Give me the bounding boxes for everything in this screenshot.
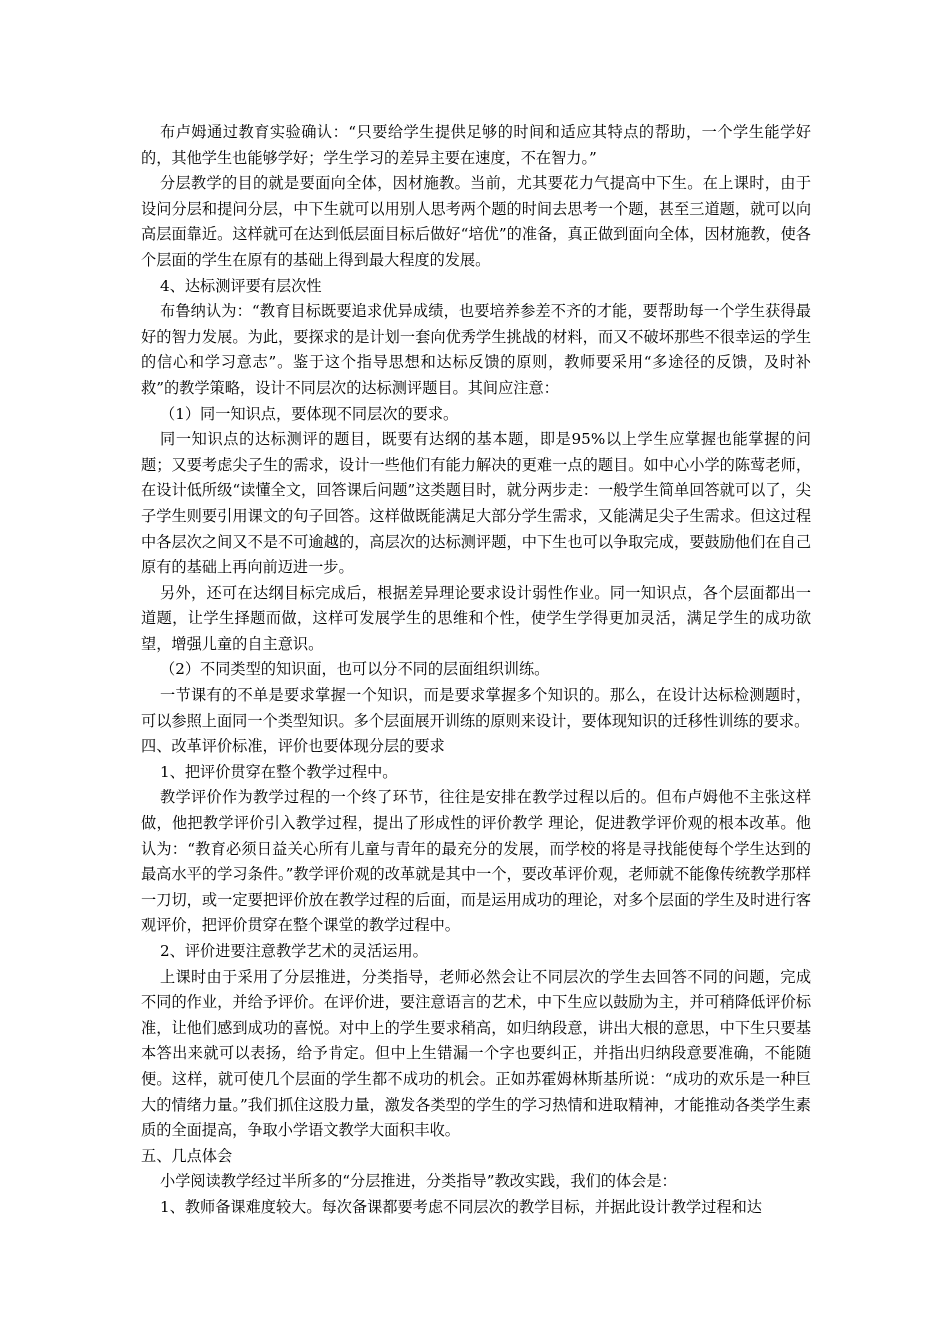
paragraph: 小学阅读教学经过半所多的“分层推进，分类指导”教改实践，我们的体会是： xyxy=(160,1172,677,1191)
paragraph: 教学评价作为教学过程的一个终了环节，往往是安排在教学过程以后的。但布卢姆他不主张这样做，他把教学评价引入教学过程，提出了形成性的评价教学 理论，促进教学评价观的根本改革。他认为：“教育必须日益关心所有儿童与青年的最充分的发展，而学校的将是寻找能使每个学生达到的最高水平的学习条件。”教学评价观的改革就是其中一个，要改革评价观，老师就不能像传统教学那样一刀切，或一定要把评价放在教学过程的后面，而是运用成功的理论，对多个层面的学生及时进行客观评价，把评价贯穿在整个课堂的教学过程中。 xyxy=(141,788,811,935)
paragraph: 另外，还可在达纲目标完成后，根据差异理论要求设计弱性作业。同一知识点，各个层面都出一道题，让学生择题而做，这样可发展学生的思维和个性，使学生学得更加灵活，满足学生的成功欲望，增强儿童的自主意识。 xyxy=(141,583,811,653)
subheading: 4、达标测评要有层次性 xyxy=(160,276,322,295)
subheading: （1）同一知识点，要体现不同层次的要求。 xyxy=(160,404,459,423)
subheading: 1、把评价贯穿在整个教学过程中。 xyxy=(160,762,398,781)
paragraph: 布鲁纳认为：“教育目标既要追求优异成绩，也要培养参差不齐的才能，要帮助每一个学生获得最好的智力发展。为此，要探求的是计划一套向优秀学生挑战的材料，而又不破坏那些不很幸运的学生的信心和学习意志”。鉴于这个指导思想和达标反馈的原则，教师要采用“多途径的反馈，及时补救”的教学策略，设计不同层次的达标测评题目。其间应注意： xyxy=(141,302,811,397)
paragraph-start: 1、教师备课难度较大。每次备课都要考虑不同层次的教学目标，并据此设计教学过程和达 xyxy=(160,1197,762,1216)
section-heading: 四、改革评价标准，评价也要体现分层的要求 xyxy=(141,737,445,756)
section-heading: 五、几点体会 xyxy=(141,1146,233,1165)
paragraph: 上课时由于采用了分层推进，分类指导，老师必然会让不同层次的学生去回答不同的问题，完成不同的作业，并给予评价。在评价进，要注意语言的艺术，中下生应以鼓励为主，并可稍降低评价标准，让他们感到成功的喜悦。对中上的学生要求稍高，如归纳段意，讲出大根的意思，中下生只要基本答出来就可以表扬，给予肯定。但中上生错漏一个字也要纠正，并指出归纳段意要准确，不能随便。这样，就可使几个层面的学生都不成功的机会。正如苏霍姆林斯基所说：“成功的欢乐是一种巨大的情绪力量。”我们抓住这股力量，激发各类型的学生的学习热情和进取精神，才能推动各类学生素质的全面提高，争取小学语文教学大面积丰收。 xyxy=(141,967,811,1140)
subheading: 2、评价进要注意教学艺术的灵活运用。 xyxy=(160,942,428,960)
paragraph: 一节课有的不单是要求掌握一个知识，而是要求掌握多个知识的。那么，在设计达标检测题时，可以参照上面同一个类型知识。多个层面展开训练的原则来设计，要体现知识的迁移性训练的要求。 xyxy=(141,686,811,730)
document-body xyxy=(141,120,811,1221)
paragraph: 同一知识点的达标测评的题目，既要有达纲的基本题，即是95%以上学生应掌握也能掌握的问题；又要考虑尖子生的需求，设计一些他们有能力解决的更难一点的题目。如中心小学的陈莺老师，在设计低所级“读懂全文，回答课后问题”这类题目时，就分两步走：一般学生简单回答就可以了，尖子学生则要引用课文的句子回答。这样做既能满足大部分学生需求，又能满足尖子生需求。但这过程中各层次之间又不是不可逾越的，高层次的达标测评题，中下生也可以争取完成，要鼓励他们在自己原有的基础上再向前迈进一步。 xyxy=(141,430,811,577)
paragraph: 布卢姆通过教育实验确认：“只要给学生提供足够的时间和适应其特点的帮助，一个学生能学好的，其他学生也能够学好；学生学习的差异主要在速度，不在智力。” xyxy=(141,123,811,167)
subheading: （2）不同类型的知识面，也可以分不同的层面组织训练。 xyxy=(160,660,550,679)
paragraph: 分层教学的目的就是要面向全体，因材施教。当前，尤其要花力气提高中下生。在上课时，由于设问分层和提问分层，中下生就可以用别人思考两个题的时间去思考一个题，甚至三道题，就可以向高层面靠近。这样就可在达到低层面目标后做好“培优”的准备，真正做到面向全体，因材施教，使各个层面的学生在原有的基础上得到最大程度的发展。 xyxy=(141,174,811,269)
